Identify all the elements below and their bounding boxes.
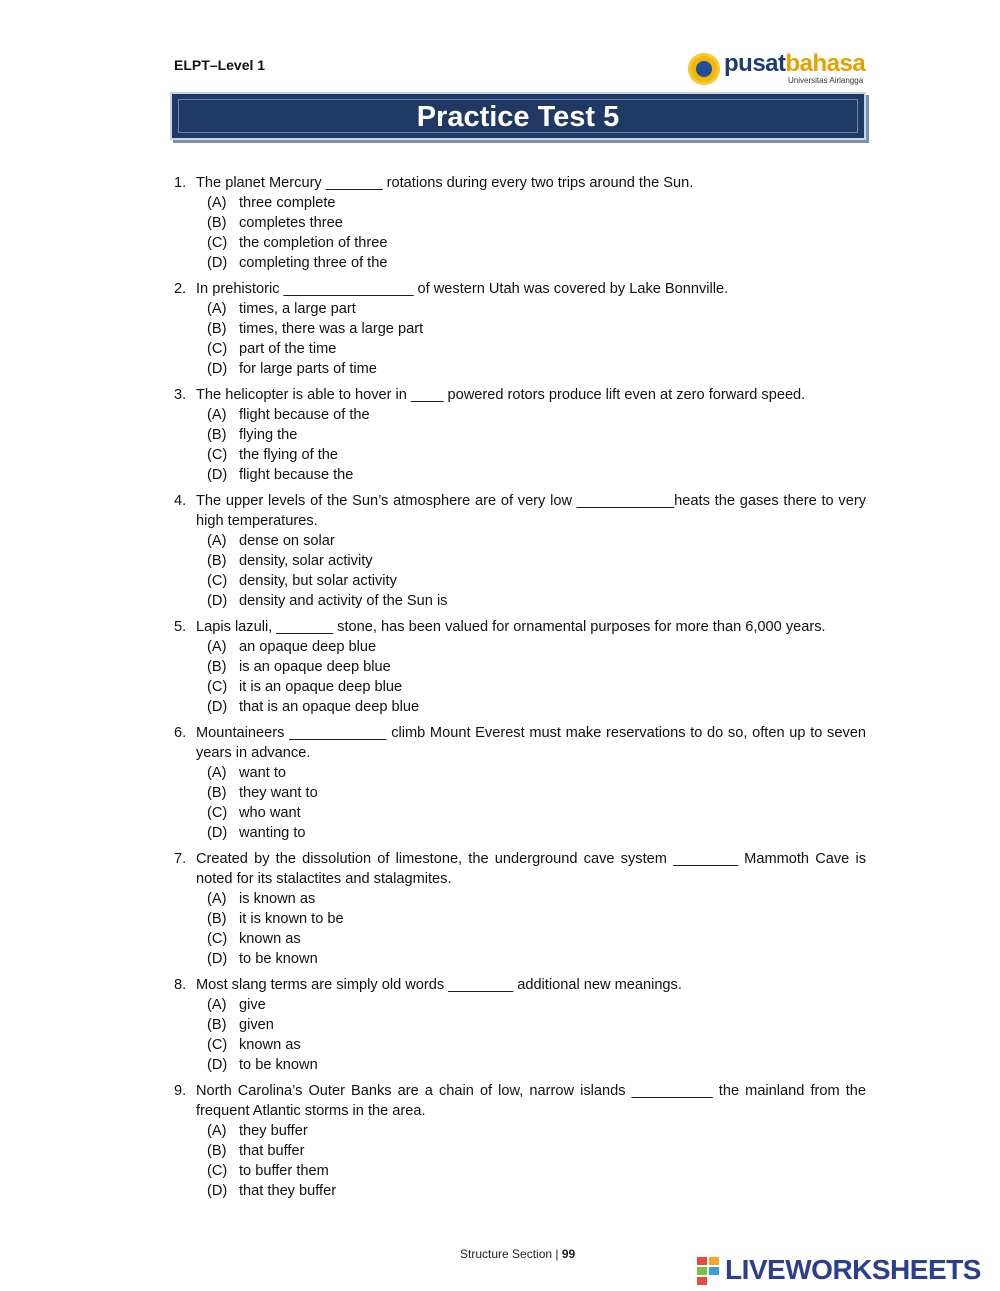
option-letter: (A) (207, 195, 227, 211)
option-text: that buffer (239, 1143, 305, 1159)
page-footer (460, 1247, 575, 1261)
answer-option[interactable] (207, 1161, 866, 1181)
question-item (174, 849, 866, 969)
pusat-bahasa-logo (688, 52, 868, 88)
answer-option[interactable] (207, 763, 866, 783)
option-text: flying the (239, 427, 298, 443)
option-text: is an opaque deep blue (239, 659, 391, 675)
question-list (174, 173, 866, 1207)
option-text: it is known to be (239, 911, 344, 927)
option-letter: (D) (207, 467, 228, 483)
option-letter: (C) (207, 679, 228, 695)
question-number: 7. (174, 851, 187, 867)
option-text: to buffer them (239, 1163, 329, 1179)
answer-option[interactable] (207, 697, 866, 717)
option-letter: (C) (207, 341, 228, 357)
answer-option[interactable] (207, 889, 866, 909)
answer-options (174, 763, 866, 843)
question-item (174, 491, 866, 611)
answer-option[interactable] (207, 233, 866, 253)
option-letter: (A) (207, 997, 227, 1013)
option-text: density, but solar activity (239, 573, 397, 589)
answer-option[interactable] (207, 1035, 866, 1055)
answer-option[interactable] (207, 823, 866, 843)
answer-option[interactable] (207, 803, 866, 823)
answer-option[interactable] (207, 339, 866, 359)
answer-option[interactable] (207, 591, 866, 611)
question-item (174, 723, 866, 843)
answer-option[interactable] (207, 995, 866, 1015)
question-item (174, 617, 866, 717)
option-text: that they buffer (239, 1183, 337, 1199)
option-text: times, a large part (239, 301, 356, 317)
option-text: density and activity of the Sun is (239, 593, 448, 609)
option-letter: (D) (207, 255, 228, 271)
option-letter: (B) (207, 321, 227, 337)
title-banner (170, 92, 866, 140)
logo-brand-part2: bahasa (785, 50, 866, 77)
question-stem (174, 849, 866, 889)
question-text: The planet Mercury _______ rotations during every two trips around the Sun. (196, 175, 694, 191)
option-letter: (B) (207, 785, 227, 801)
option-letter: (A) (207, 407, 227, 423)
option-text: to be known (239, 951, 318, 967)
option-text: known as (239, 931, 301, 947)
option-letter: (A) (207, 301, 227, 317)
answer-option[interactable] (207, 445, 866, 465)
option-text: it is an opaque deep blue (239, 679, 403, 695)
answer-option[interactable] (207, 1015, 866, 1035)
answer-options (174, 637, 866, 717)
option-text: completes three (239, 215, 343, 231)
answer-option[interactable] (207, 909, 866, 929)
option-text: known as (239, 1037, 301, 1053)
option-text: density, solar activity (239, 553, 373, 569)
option-text: they buffer (239, 1123, 308, 1139)
answer-option[interactable] (207, 571, 866, 591)
option-text: times, there was a large part (239, 321, 424, 337)
answer-option[interactable] (207, 531, 866, 551)
option-letter: (B) (207, 427, 227, 443)
answer-option[interactable] (207, 677, 866, 697)
option-text: flight because the (239, 467, 354, 483)
option-text: flight because of the (239, 407, 370, 423)
answer-options (174, 1121, 866, 1201)
question-item (174, 1081, 866, 1201)
option-text: the flying of the (239, 447, 338, 463)
option-text: give (239, 997, 266, 1013)
option-letter: (C) (207, 805, 228, 821)
answer-option[interactable] (207, 405, 866, 425)
answer-option[interactable] (207, 359, 866, 379)
question-item (174, 279, 866, 379)
answer-option[interactable] (207, 319, 866, 339)
option-letter: (C) (207, 235, 228, 251)
option-letter: (D) (207, 593, 228, 609)
logo-block (709, 1267, 719, 1275)
answer-option[interactable] (207, 299, 866, 319)
answer-options (174, 193, 866, 273)
option-text: want to (239, 765, 287, 781)
answer-option[interactable] (207, 465, 866, 485)
option-letter: (C) (207, 573, 228, 589)
question-text: The helicopter is able to hover in ____ powered rotors produce lift even at zero forward speed. (196, 387, 806, 403)
footer-section: Structure Section (460, 1247, 553, 1261)
question-number: 4. (174, 493, 187, 509)
answer-option[interactable] (207, 1055, 866, 1075)
logo-subtitle: Universitas Airlangga (788, 76, 864, 85)
option-letter: (B) (207, 1143, 227, 1159)
answer-option[interactable] (207, 1121, 866, 1141)
question-number: 6. (174, 725, 187, 741)
option-letter: (D) (207, 825, 228, 841)
question-number: 1. (174, 175, 187, 191)
question-item (174, 385, 866, 485)
option-letter: (A) (207, 533, 227, 549)
logo-block (709, 1257, 719, 1265)
answer-options (174, 995, 866, 1075)
question-stem (174, 975, 866, 995)
answer-option[interactable] (207, 637, 866, 657)
question-stem (174, 279, 866, 299)
question-item (174, 173, 866, 273)
liveworksheets-watermark (697, 1254, 997, 1286)
page-title: Practice Test 5 (416, 101, 620, 133)
logo-block (697, 1277, 707, 1285)
option-letter: (B) (207, 1017, 227, 1033)
question-stem (174, 1081, 866, 1121)
answer-option[interactable] (207, 253, 866, 273)
answer-option[interactable] (207, 783, 866, 803)
question-number: 9. (174, 1083, 187, 1099)
logo-block (697, 1267, 707, 1275)
option-text: to be known (239, 1057, 318, 1073)
question-text: Most slang terms are simply old words ________ additional new meanings. (196, 977, 682, 993)
option-letter: (D) (207, 1183, 228, 1199)
option-letter: (D) (207, 361, 228, 377)
option-letter: (D) (207, 699, 228, 715)
logo-block (697, 1257, 707, 1265)
option-letter: (C) (207, 1037, 228, 1053)
option-text: wanting to (239, 825, 306, 841)
level-label: ELPT–Level 1 (174, 57, 266, 73)
option-letter: (B) (207, 215, 227, 231)
answer-option[interactable] (207, 213, 866, 233)
question-text: North Carolina’s Outer Banks are a chain of low, narrow islands __________ the mainland from the frequent Atlantic storms in the area. (196, 1083, 866, 1119)
liveworksheets-text: LIVEWORKSHEETS (725, 1254, 981, 1285)
option-text: for large parts of time (239, 361, 377, 377)
option-text: given (239, 1017, 274, 1033)
liveworksheets-logo-icon (697, 1257, 721, 1285)
answer-option[interactable] (207, 193, 866, 213)
option-text: three complete (239, 195, 336, 211)
option-text: they want to (239, 785, 318, 801)
option-letter: (D) (207, 1057, 228, 1073)
option-letter: (C) (207, 1163, 228, 1179)
footer-separator: | (555, 1247, 559, 1261)
option-text: part of the time (239, 341, 337, 357)
option-letter: (C) (207, 447, 228, 463)
question-text: Mountaineers ____________ climb Mount Everest must make reservations to do so, often up to seven years in advance. (196, 725, 866, 761)
page-number: 99 (561, 1247, 576, 1261)
option-letter: (A) (207, 639, 227, 655)
option-letter: (A) (207, 1123, 227, 1139)
logo-brand (724, 50, 865, 78)
logo-brand-part1: pusat (724, 50, 786, 77)
option-text: the completion of three (239, 235, 388, 251)
question-text: In prehistoric ________________ of western Utah was covered by Lake Bonnville. (196, 281, 729, 297)
answer-option[interactable] (207, 1181, 866, 1201)
answer-option[interactable] (207, 1141, 866, 1161)
option-text: an opaque deep blue (239, 639, 377, 655)
university-seal-icon (688, 53, 720, 85)
option-letter: (A) (207, 765, 227, 781)
answer-options (174, 889, 866, 969)
answer-option[interactable] (207, 929, 866, 949)
question-text: Lapis lazuli, _______ stone, has been valued for ornamental purposes for more than 6,000 years. (196, 619, 826, 635)
option-letter: (B) (207, 911, 227, 927)
option-text: who want (239, 805, 301, 821)
answer-option[interactable] (207, 425, 866, 445)
answer-option[interactable] (207, 551, 866, 571)
question-number: 8. (174, 977, 187, 993)
question-number: 2. (174, 281, 187, 297)
option-letter: (C) (207, 931, 228, 947)
option-text: that is an opaque deep blue (239, 699, 420, 715)
question-stem (174, 173, 866, 193)
question-text: The upper levels of the Sun’s atmosphere are of very low ____________heats the gases there to very high temperatures. (196, 493, 866, 529)
question-stem (174, 723, 866, 763)
answer-options (174, 405, 866, 485)
option-letter: (D) (207, 951, 228, 967)
option-text: dense on solar (239, 533, 335, 549)
answer-option[interactable] (207, 657, 866, 677)
question-text: Created by the dissolution of limestone, the underground cave system ________ Mammoth Cave is noted for its stalactites and stalagmites. (196, 851, 866, 887)
question-stem (174, 385, 866, 405)
question-stem (174, 617, 866, 637)
answer-option[interactable] (207, 949, 866, 969)
answer-options (174, 299, 866, 379)
question-number: 3. (174, 387, 187, 403)
option-letter: (B) (207, 659, 227, 675)
option-letter: (B) (207, 553, 227, 569)
question-number: 5. (174, 619, 187, 635)
option-letter: (A) (207, 891, 227, 907)
question-stem (174, 491, 866, 531)
option-text: completing three of the (239, 255, 388, 271)
answer-options (174, 531, 866, 611)
option-text: is known as (239, 891, 316, 907)
question-item (174, 975, 866, 1075)
